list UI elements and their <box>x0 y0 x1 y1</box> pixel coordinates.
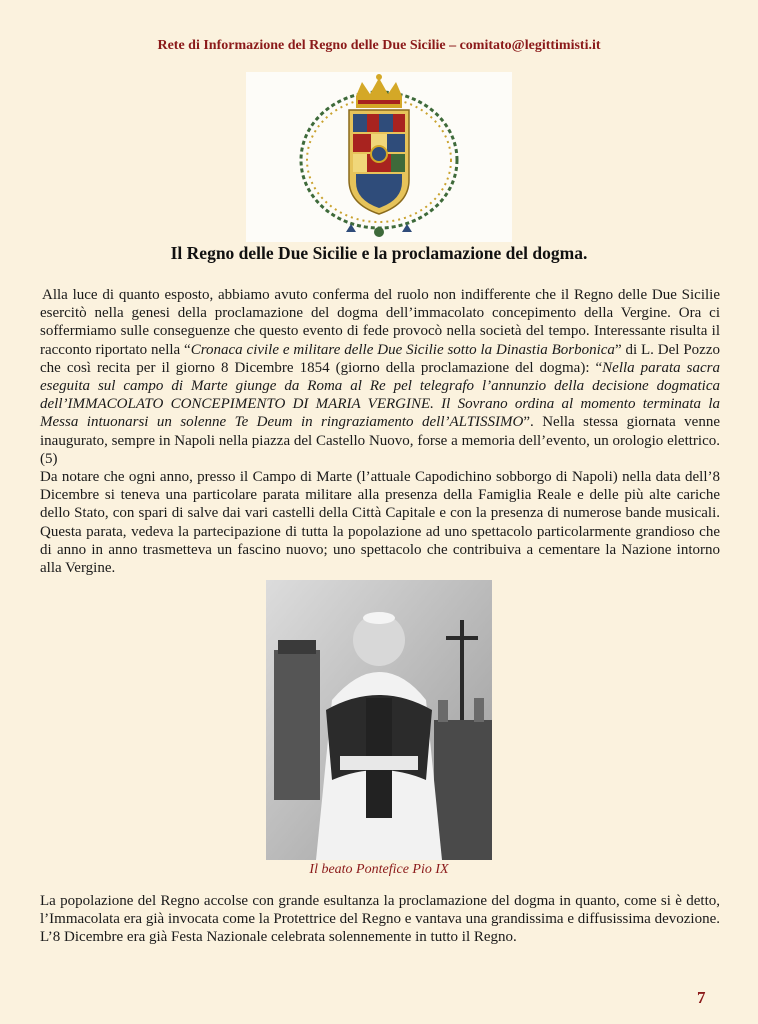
page-title: Il Regno delle Due Sicilie e la proclamazione del dogma. <box>170 243 588 263</box>
header-text: Rete di Informazione del Regno delle Due Sicilie – comitato@legittimisti.it <box>157 38 601 53</box>
paragraph-2: Da notare che ogni anno, presso il Campo di Marte (l’attuale Capodichino sobborgo di Napoli) nella data dell’8 Dicembre si teneva una particolare parata militare alla presenza della Famiglia Reale e delle più alte cariche dello Stato, con spari di salve dai vari castelli della Città Capitale e con la presenza di numerose bande musicali. Questa parata, vedeva la partecipazione di tutta la popolazione ad uno spettacolo particolarmente grandioso che di anno in anno trasmetteva un fascino nuovo; uno spettacolo che contribuiva a cementare la Nazione intorno alla Vergine. <box>40 469 720 577</box>
paragraph-3: La popolazione del Regno accolse con grande esultanza la proclamazione del dogma in quanto, come si è detto, l’Immacolata era già invocata come la Protettrice del Regno e vantava una grandissima e diffusissima devozione. L’8 Dicembre era già Festa Nazionale celebrata solennemente in tutto il Regno. <box>40 893 720 946</box>
quotation: Nella parata sacra eseguita sul campo di Marte giunge da Roma al Re pel telegrafo l’annunzio della decisione dogmatica dell’IMMACOLATO CONCEPIMENTO DI MARIA VERGINE. Il Sovrano ordina al momento terminata la Messa intuonarsi un solenne Te Deum in ringraziamento dell’ALTISSIMO <box>40 359 720 431</box>
paragraph-1 <box>40 286 720 468</box>
body-text-top <box>40 286 720 577</box>
pope-photo <box>266 580 492 860</box>
page-number: 7 <box>697 988 706 1007</box>
paragraph-1-text-c: ”. Nella stessa giornata venne inaugurato, sempre in Napoli nella piazza del Castello Nuovo, forse a memoria dell’evento, un orologio elettrico. (5) <box>40 414 720 467</box>
photo-caption: Il beato Pontefice Pio IX <box>309 862 449 877</box>
paragraph-1-text-a: Alla luce di quanto esposto, abbiamo avuto conferma del ruolo non indifferente che il Regno delle Due Sicilie esercitò nella genesi della proclamazione del dogma dell’immacolato concepimento della Vergine. Ora ci soffermiamo sulle conseguenze che questo evento di fede provocò nella società del tempo. Interessante risulta il racconto riportato nella “ <box>40 287 720 358</box>
book-title: Cronaca civile e militare delle Due Sicilie sotto la Dinastia Borbonica <box>190 341 615 358</box>
paragraph-1-text-b: ” di L. Del Pozzo che così recita per il giorno 8 Dicembre 1854 (giorno della proclamazione del dogma): “ <box>40 341 720 376</box>
coat-of-arms-image <box>246 72 512 242</box>
body-text-bottom <box>40 892 720 947</box>
